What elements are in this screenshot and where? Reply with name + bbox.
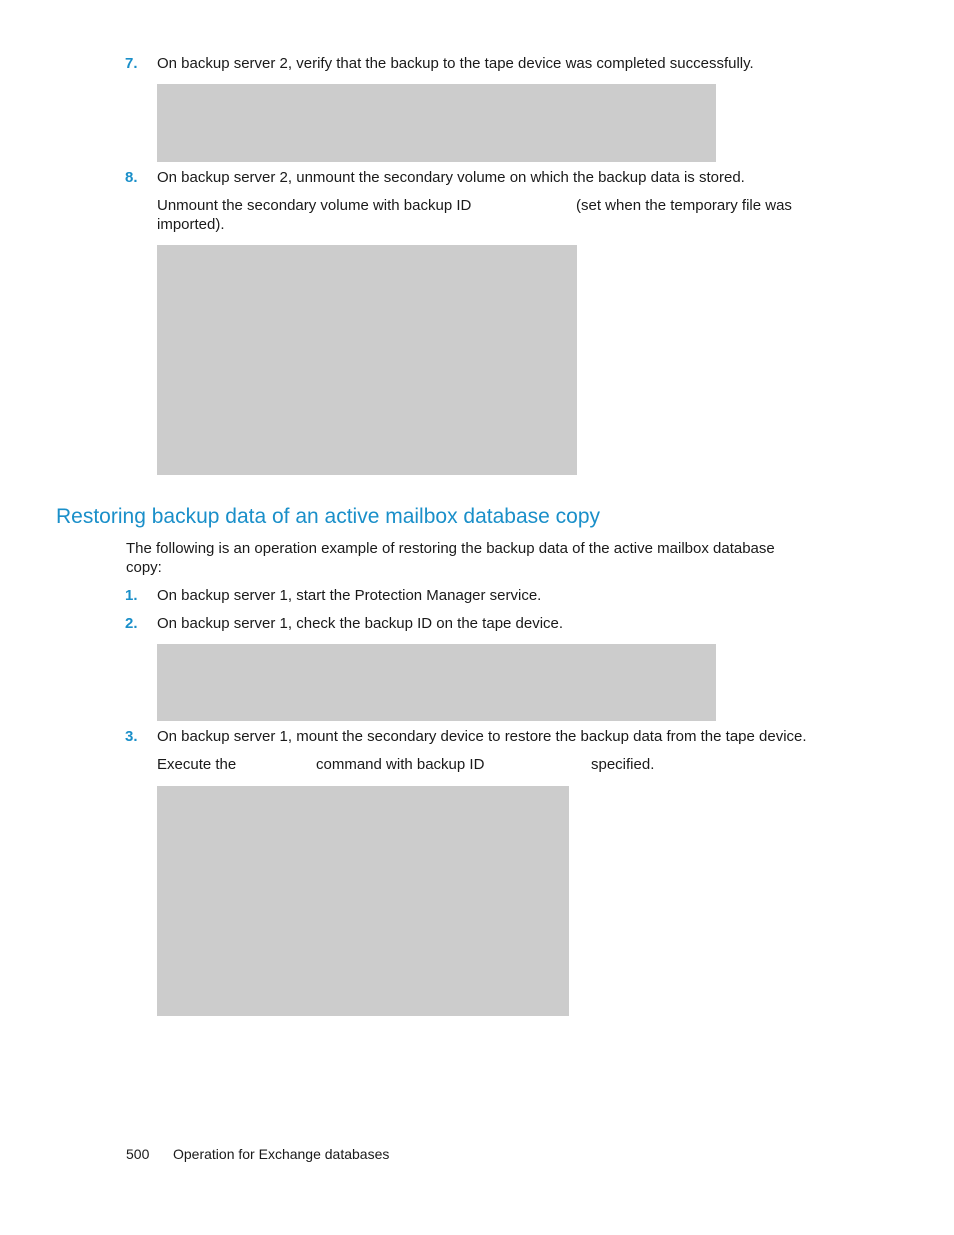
step-7-text: On backup server 2, verify that the backup to the tape device was completed successfully. <box>157 55 754 72</box>
step-8-text: On backup server 2, unmount the secondary volume on which the backup data is stored. <box>157 169 745 186</box>
footer-chapter: Operation for Exchange databases <box>173 1146 390 1162</box>
step-7-number: 7. <box>125 55 138 72</box>
step-3-number: 3. <box>125 728 138 745</box>
code-block-step-2 <box>157 644 716 721</box>
section-intro-line2: copy: <box>126 559 162 576</box>
step-3-text: On backup server 1, mount the secondary device to restore the backup data from the tape device. <box>157 728 807 745</box>
step-1-number: 1. <box>125 587 138 604</box>
step-8-number: 8. <box>125 169 138 186</box>
section-title: Restoring backup data of an active mailbox database copy <box>56 505 601 528</box>
step-8-detail-part1: Unmount the secondary volume with backup ID <box>157 197 472 214</box>
section-intro-line1: The following is an operation example of restoring the backup data of the active mailbox database <box>126 540 775 557</box>
step-3-detail-part1: Execute the <box>157 756 237 773</box>
step-8-detail-line2: imported). <box>157 216 225 233</box>
step-2-text: On backup server 1, check the backup ID on the tape device. <box>157 615 564 632</box>
step-3-detail-part2: command with backup ID <box>316 756 485 773</box>
code-block-step-3 <box>157 786 569 1016</box>
step-1-text: On backup server 1, start the Protection Manager service. <box>157 587 542 604</box>
step-8-detail-part2: (set when the temporary file was <box>576 197 792 214</box>
step-2-number: 2. <box>125 615 138 632</box>
step-3-detail-part3: specified. <box>591 756 655 773</box>
page-number: 500 <box>126 1146 150 1162</box>
code-block-step-7 <box>157 84 716 162</box>
code-block-step-8 <box>157 245 577 475</box>
